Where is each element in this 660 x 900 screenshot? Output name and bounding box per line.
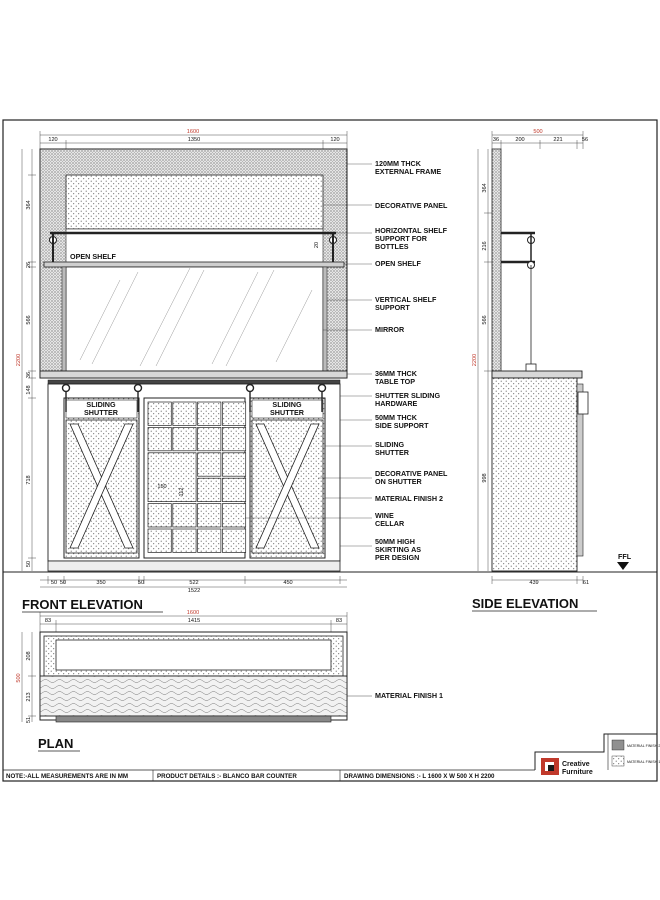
- callout-panel-on-shutter: DECORATIVE PANEL ON SHUTTER: [375, 469, 448, 486]
- dim-side-61: 61: [582, 580, 590, 586]
- callout-open-shelf: OPEN SHELF: [375, 259, 421, 268]
- callout-mirror: MIRROR: [375, 325, 405, 334]
- wine-cubby: [222, 504, 245, 527]
- dim-bottom-50a: 50: [50, 580, 58, 586]
- wine-cubby: [173, 402, 196, 425]
- dim-plan-500: 500: [16, 673, 22, 683]
- side-cabinet: [492, 378, 577, 571]
- label-sliding-left-2: SHUTTER: [84, 408, 118, 417]
- dim-front-total: 1600: [186, 129, 200, 135]
- dim-side-total: 500: [533, 129, 543, 135]
- dim-side-566: 566: [482, 315, 488, 325]
- front-elevation: [22, 131, 372, 587]
- plan-view: [22, 612, 372, 722]
- dim-front-148: 148: [26, 385, 32, 395]
- dim-bottom-50c: 50: [137, 580, 145, 586]
- dim-bottom-450: 450: [283, 580, 293, 586]
- wine-cubby: [198, 427, 221, 450]
- dim-plan-1415: 1415: [187, 618, 201, 624]
- dim-plan-213: 213: [26, 692, 32, 702]
- wine-cubby: [148, 427, 171, 450]
- dim-side-36: 36: [492, 137, 500, 143]
- legend-finish-1-label: MATERIAL FINISH 1: [627, 760, 660, 764]
- plan-inner-shelf: [56, 640, 331, 670]
- callout-sliding-hardware: SHUTTER SLIDING HARDWARE: [375, 391, 441, 408]
- dim-side-998: 998: [482, 473, 488, 483]
- dim-front-566: 566: [26, 315, 32, 325]
- dim-front-inner: 1350: [187, 137, 201, 143]
- callout-material-finish-1: MATERIAL FINISH 1: [375, 691, 444, 700]
- wine-cubby: [198, 504, 221, 527]
- callout-decorative-panel: DECORATIVE PANEL: [375, 201, 448, 210]
- dim-front-26: 26: [26, 261, 32, 269]
- dim-plan-83a: 83: [44, 618, 52, 624]
- wine-cubby: [148, 402, 171, 425]
- plan-title: PLAN: [38, 736, 74, 751]
- dim-bottom-350: 350: [96, 580, 106, 586]
- dim-cellar-112: 112: [179, 487, 185, 497]
- callout-skirting: 50MM HIGH SKIRTING AS PER DESIGN: [375, 537, 422, 562]
- wine-cubby: [222, 402, 245, 425]
- dim-front-height: 2200: [16, 353, 22, 367]
- wine-cubby: [222, 427, 245, 450]
- callout-side-support: 50MM THCK SIDE SUPPORT: [375, 413, 429, 430]
- callout-vertical-support: VERTICAL SHELF SUPPORT: [375, 295, 437, 312]
- label-sliding-left-1: SLIDING: [86, 400, 116, 409]
- dim-front-718: 718: [26, 475, 32, 485]
- label-ffl: FFL: [618, 552, 632, 561]
- brand-logo-core: [548, 765, 554, 771]
- open-shelf: [44, 262, 344, 267]
- dim-front-364: 364: [26, 200, 32, 210]
- dim-front-50: 50: [26, 560, 32, 568]
- footer-dimensions: DRAWING DIMENSIONS :- L 1600 X W 500 X H 2200: [344, 773, 495, 780]
- legend-finish-2-label: MATERIAL FINISH 2: [627, 744, 660, 748]
- wine-cubby: [173, 504, 196, 527]
- dim-front-frame-right: 120: [330, 137, 340, 143]
- legend-swatch-finish-2: [612, 740, 624, 750]
- brand-name-line2: Furniture: [562, 769, 593, 776]
- dim-plan-83b: 83: [335, 618, 343, 624]
- plan-front-edge: [56, 716, 331, 722]
- label-sliding-right-2: SHUTTER: [270, 408, 304, 417]
- dim-side-439: 439: [529, 580, 539, 586]
- label-sliding-right-1: SLIDING: [272, 400, 302, 409]
- footer-product: PRODUCT DETAILS :- BLANCO BAR COUNTER: [157, 773, 297, 780]
- dim-side-221: 221: [553, 137, 563, 143]
- dim-bottom-522: 522: [189, 580, 199, 586]
- side-elevation-title: SIDE ELEVATION: [472, 596, 579, 611]
- dim-cellar-150: 150: [157, 484, 167, 490]
- wine-cubby-large: [148, 453, 196, 502]
- brand-name-line1: Creative: [562, 761, 590, 768]
- dim-front-right-20: 20: [314, 241, 320, 249]
- side-table-top: [492, 371, 582, 378]
- side-elevation: [478, 131, 629, 584]
- front-elevation-title: FRONT ELEVATION: [22, 597, 143, 612]
- callout-horizontal-shelf: HORIZONTAL SHELF SUPPORT FOR BOTTLES: [375, 226, 448, 251]
- sliding-hardware-rail: [48, 380, 340, 384]
- ffl-marker: [617, 562, 629, 570]
- callout-wine-cellar: WINE CELLAR: [375, 511, 405, 528]
- footer-note: NOTE:-ALL MEASUREMENTS ARE IN MM: [6, 773, 129, 780]
- dim-side-2200: 2200: [472, 353, 478, 367]
- callout-external-frame: 120MM THCK EXTERNAL FRAME: [375, 159, 442, 176]
- legend-swatch-finish-1: [612, 756, 624, 766]
- dim-front-36: 36: [26, 371, 32, 379]
- decorative-panel: [66, 175, 323, 229]
- wine-cubby: [148, 504, 171, 527]
- dim-side-364: 364: [482, 183, 488, 193]
- callout-material-finish-2: MATERIAL FINISH 2: [375, 494, 444, 503]
- dim-side-56: 56: [581, 137, 589, 143]
- vertical-shelf-support-left: [62, 267, 66, 371]
- wine-cubby: [198, 529, 221, 552]
- callout-table-top: 36MM THCK TABLE TOP: [375, 369, 417, 386]
- dim-plan-51: 51: [26, 716, 32, 724]
- wine-cubby: [148, 529, 171, 552]
- wine-cubby: [222, 453, 245, 476]
- wine-cubby: [198, 453, 221, 476]
- skirting: [48, 561, 340, 571]
- wine-cubby: [198, 478, 221, 501]
- dim-plan-208: 208: [26, 651, 32, 661]
- vertical-shelf-support-right: [323, 267, 327, 371]
- plan-counter-top: [40, 676, 347, 716]
- dim-bottom-50b: 50: [59, 580, 67, 586]
- wine-cubby: [198, 402, 221, 425]
- side-back-panel: [492, 149, 501, 378]
- wine-cubby: [222, 478, 245, 501]
- dim-front-frame-left: 120: [48, 137, 58, 143]
- table-top: [40, 371, 347, 378]
- dim-plan-total: 1600: [186, 610, 200, 616]
- wine-cubby: [173, 427, 196, 450]
- mirror: [66, 267, 323, 371]
- label-open-shelf: OPEN SHELF: [70, 252, 116, 261]
- dim-side-216: 216: [482, 241, 488, 251]
- wine-cubby: [222, 529, 245, 552]
- dim-bottom-total: 1522: [187, 588, 201, 594]
- side-hardware: [578, 392, 588, 414]
- callout-sliding-shutter: SLIDING SHUTTER: [375, 440, 409, 457]
- side-bottle-support: [501, 233, 536, 371]
- dim-side-200: 200: [515, 137, 525, 143]
- wine-cubby: [173, 529, 196, 552]
